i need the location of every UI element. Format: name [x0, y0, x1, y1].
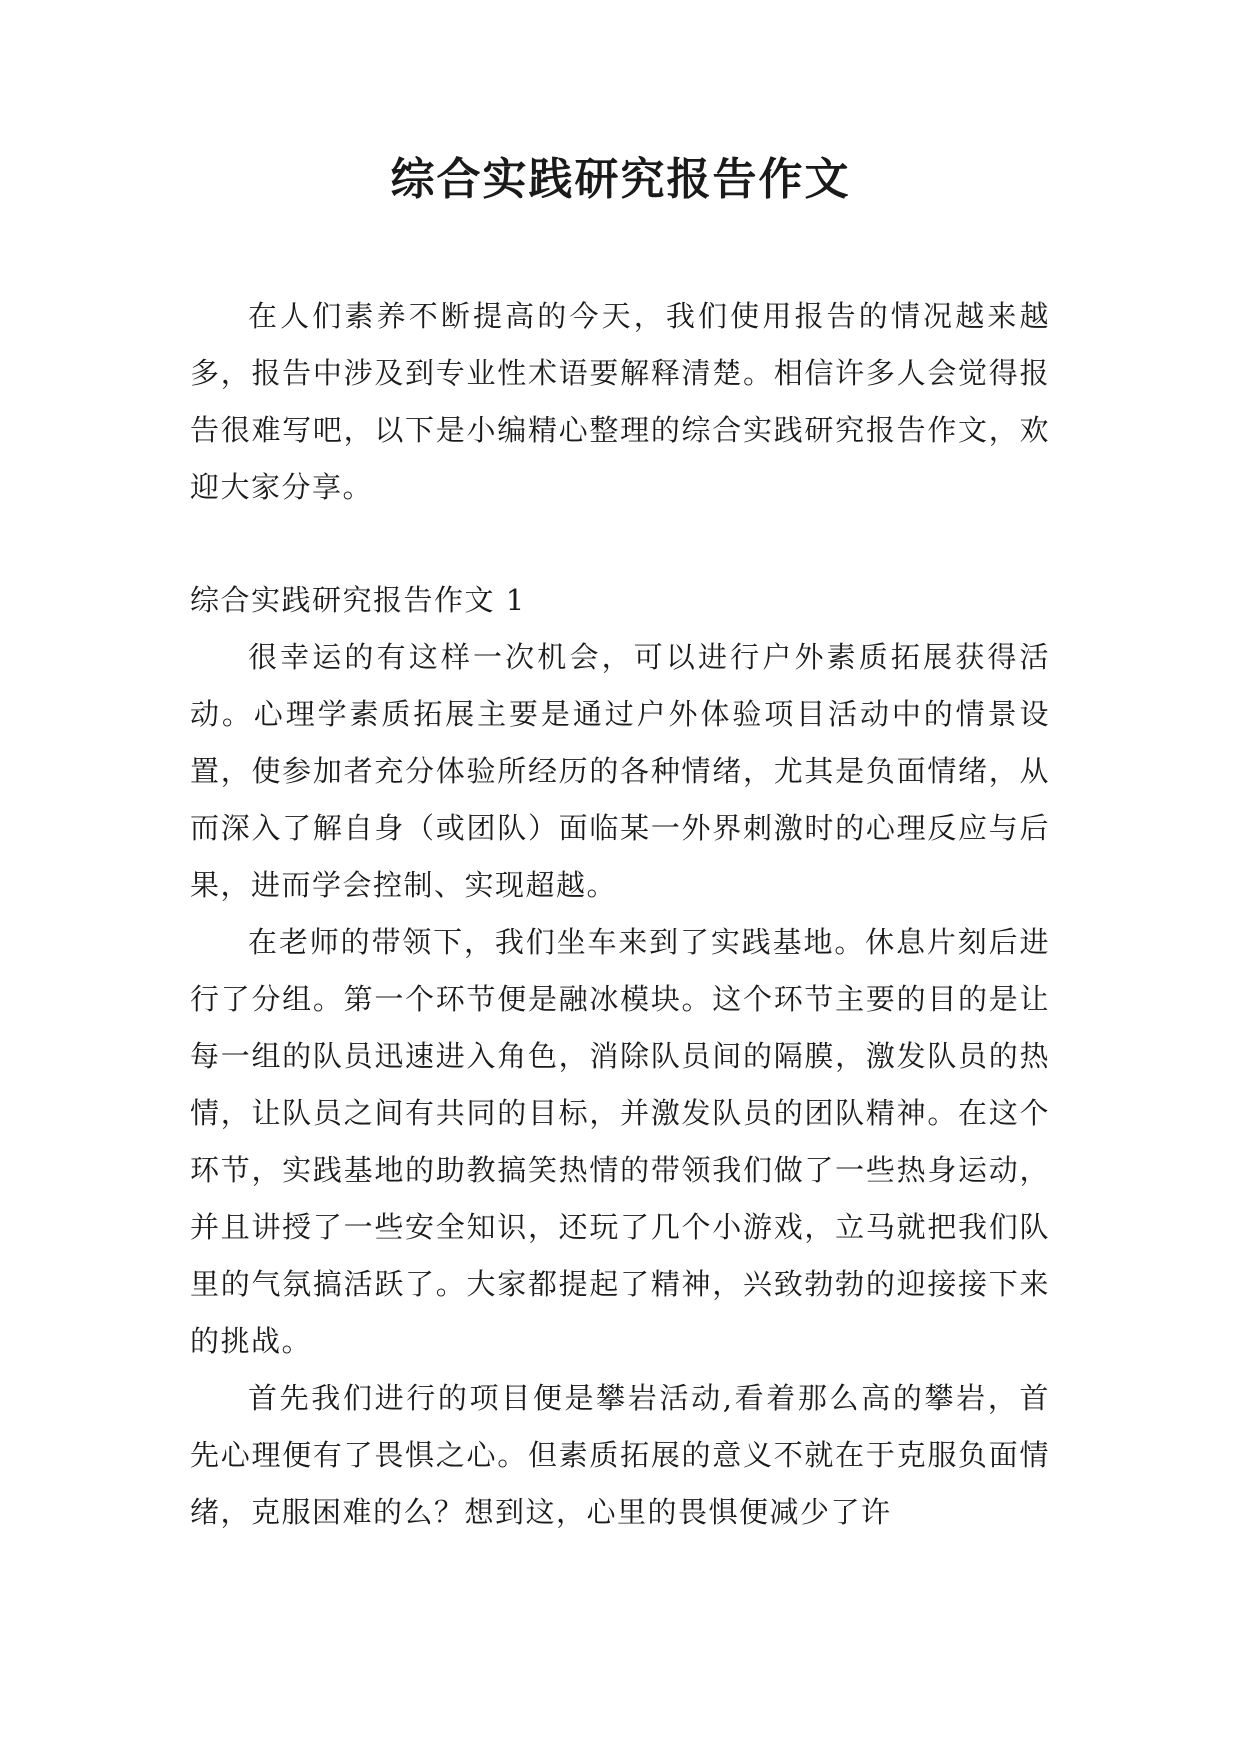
body-paragraph: 在老师的带领下，我们坐车来到了实践基地。休息片刻后进行了分组。第一个环节便是融冰模块。这个环节主要的目的是让每一组的队员迅速进入角色，消除队员间的隔膜，激发队员的热情，让队员之间有共同的目标，并激发队员的团队精神。在这个环节，实践基地的助教搞笑热情的带领我们做了一些热身运动，并且讲授了一些安全知识，还玩了几个小游戏，立马就把我们队里的气氛搞活跃了。大家都提起了精神，兴致勃勃的迎接接下来的挑战。: [190, 925, 1050, 1358]
document-title: 综合实践研究报告作文: [390, 154, 851, 205]
body-paragraph: 首先我们进行的项目便是攀岩活动,看着那么高的攀岩，首先心理便有了畏惧之心。但素质拓展的意义不就在于克服负面情绪，克服困难的么？想到这，心里的畏惧便减少了许: [190, 1381, 1050, 1529]
document-body: [190, 288, 1050, 1541]
paragraph-spacer: [190, 516, 1050, 572]
section-heading: 综合实践研究报告作文 1: [190, 583, 526, 617]
body-paragraph: 很幸运的有这样一次机会，可以进行户外素质拓展获得活动。心理学素质拓展主要是通过户外体验项目活动中的情景设置，使参加者充分体验所经历的各种情绪，尤其是负面情绪，从而深入了解自身（或团队）面临某一外界刺激时的心理反应与后果，进而学会控制、实现超越。: [190, 640, 1050, 902]
intro-paragraph: 在人们素养不断提高的今天，我们使用报告的情况越来越多，报告中涉及到专业性术语要解释清楚。相信许多人会觉得报告很难写吧，以下是小编精心整理的综合实践研究报告作文，欢迎大家分享。: [190, 299, 1050, 504]
